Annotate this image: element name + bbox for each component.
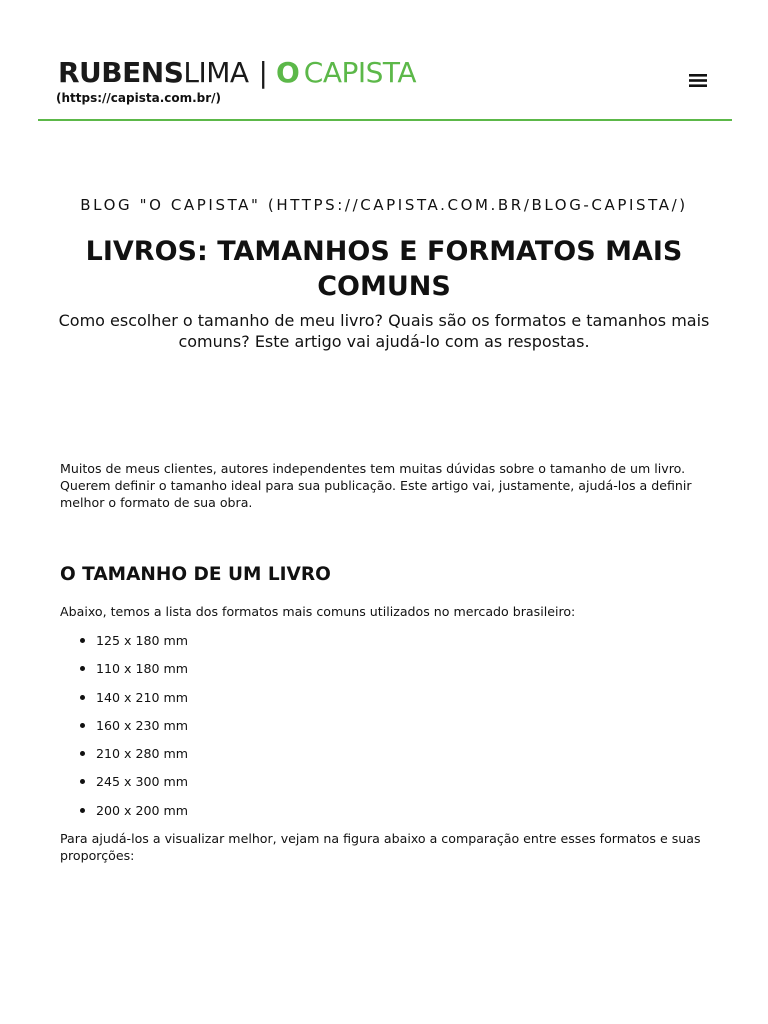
article-subtitle: Como escolher o tamanho de meu livro? Quais são os formatos e tamanhos mais comuns? Este artigo vai ajudá-lo com as respostas.	[58, 311, 710, 351]
list-item	[60, 689, 188, 717]
bullet-icon	[80, 808, 85, 813]
bullet-icon	[80, 723, 85, 728]
list-item	[60, 660, 188, 688]
list-item	[60, 802, 188, 830]
site-logo[interactable]	[58, 55, 416, 91]
section-lead: Abaixo, temos a lista dos formatos mais comuns utilizados no mercado brasileiro:	[60, 604, 576, 619]
logo-rubens: RUBENS	[58, 56, 184, 89]
site-url-link[interactable]: (https://capista.com.br/)	[56, 91, 222, 105]
list-item	[60, 632, 188, 660]
logo-o: O	[275, 56, 300, 89]
logo-capista: CAPISTA	[303, 56, 417, 89]
site-header	[38, 0, 732, 121]
logo-lima: LIMA	[183, 56, 249, 89]
list-item-label: 125 x 180 mm	[96, 633, 189, 648]
list-item-label: 210 x 280 mm	[96, 746, 189, 762]
logo-separator: |	[258, 56, 268, 89]
list-item-label: 160 x 230 mm	[96, 717, 189, 733]
bullet-icon	[80, 695, 85, 700]
article-title: LIVROS: TAMANHOS E FORMATOS MAIS COMUNS	[85, 236, 683, 302]
article-intro: Muitos de meus clientes, autores independentes tem muitas dúvidas sobre o tamanho de um livro. Querem definir o tamanho ideal para sua publicação. Este artigo vai, justamente, ajudá-los a definir melhor o formato de sua obra.	[60, 461, 692, 510]
list-item-label: 200 x 200 mm	[96, 802, 189, 818]
list-item-label: 245 x 300 mm	[96, 774, 189, 790]
list-item-label: 110 x 180 mm	[96, 661, 189, 677]
bullet-icon	[80, 666, 85, 671]
list-item	[60, 745, 188, 773]
list-item	[60, 717, 188, 745]
section-outro: Para ajudá-los a visualizar melhor, vejam na figura abaixo a comparação entre esses formatos e suas proporções:	[60, 831, 701, 863]
hamburger-menu-icon	[689, 74, 707, 87]
blog-category-link[interactable]: BLOG "O CAPISTA" (HTTPS://CAPISTA.COM.BR/BLOG-CAPISTA/)	[80, 196, 688, 214]
format-size-list	[60, 632, 188, 830]
bullet-icon	[80, 751, 85, 756]
bullet-icon	[80, 779, 85, 784]
list-item-label: 140 x 210 mm	[96, 689, 189, 705]
bullet-icon	[80, 638, 85, 643]
menu-button[interactable]	[684, 68, 712, 92]
section-heading: O TAMANHO DE UM LIVRO	[60, 564, 331, 585]
list-item	[60, 773, 188, 801]
